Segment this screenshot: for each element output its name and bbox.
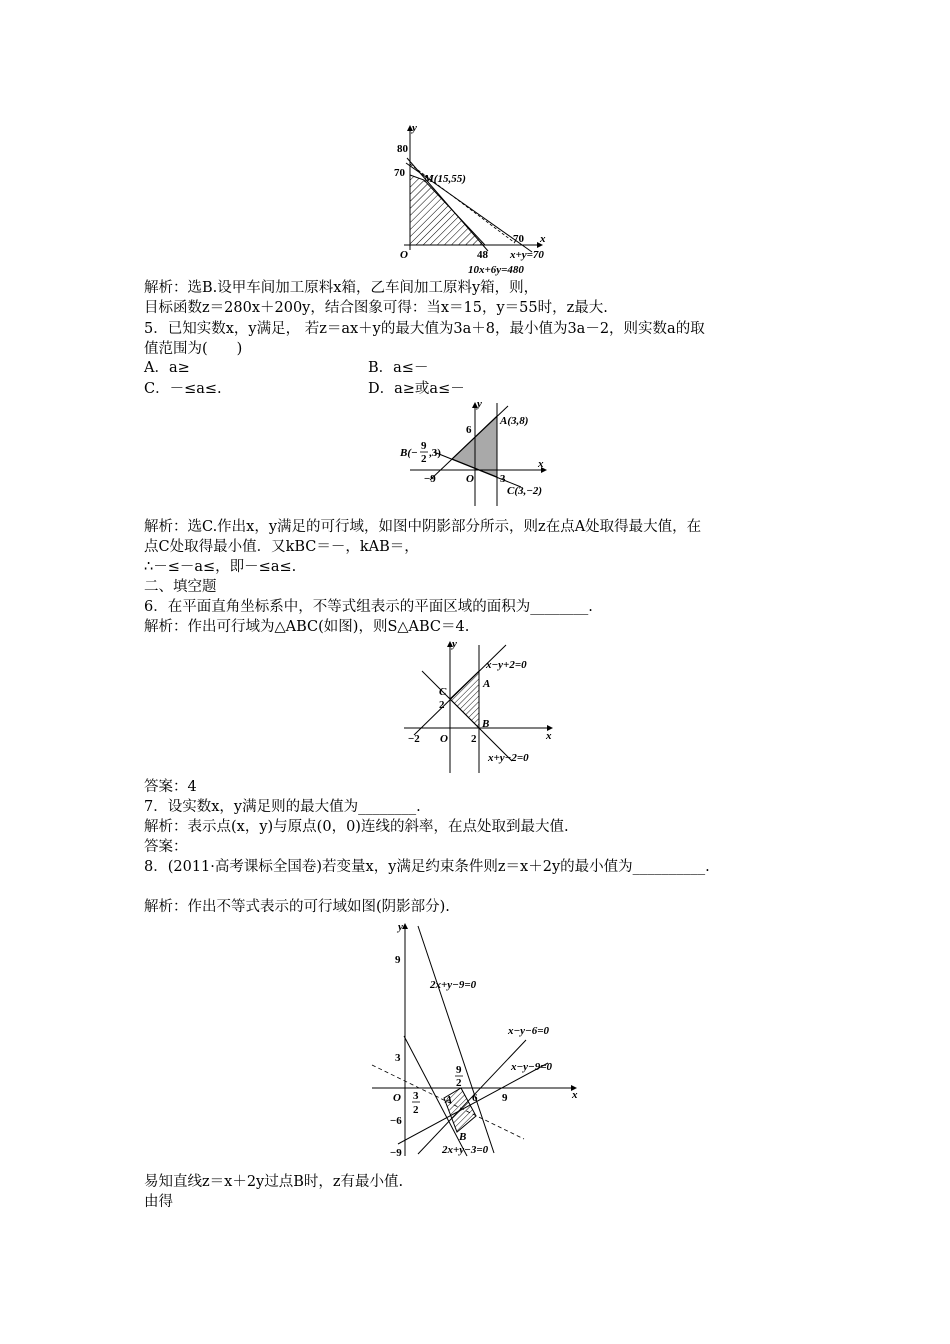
text-line-9: 6．在平面直角坐标系中，不等式组表示的平面区域的面积为________.	[144, 599, 593, 615]
text-line-4: 值范围为( )	[144, 341, 243, 357]
origin-label: O	[466, 473, 474, 485]
text-line-1: 解析：选B.设甲车间加工原料x箱，乙车间加工原料y箱，则，	[144, 280, 539, 296]
tick-9-2-num: 9	[456, 1064, 462, 1076]
text-line-3: 5．已知实数x，y满足， 若z＝ax＋y的最大值为3a＋8，最小值为3a－2，则实数a的取	[144, 321, 705, 337]
tick-neg2: −2	[408, 733, 420, 745]
tick-2-y: 2	[439, 699, 445, 711]
tick-6: 6	[472, 1092, 478, 1104]
figure-production-region	[380, 118, 570, 280]
tick-3-2-den: 2	[413, 1104, 419, 1116]
tick-2-x: 2	[471, 733, 477, 745]
point-B-label: B	[459, 1131, 467, 1143]
tick-3-y: 3	[395, 1052, 401, 1064]
option-d: D．a≥或a≤－	[368, 381, 465, 397]
y-axis-label: y	[398, 921, 403, 933]
point-A-label: A(3,8)	[500, 415, 529, 427]
line-label-x-y-9: x−y−9=0	[511, 1061, 552, 1073]
answer-6: 答案：4	[144, 779, 197, 795]
line-label-x-y-6: x−y−6=0	[508, 1025, 549, 1037]
point-M-label: M(15,55)	[424, 173, 466, 185]
point-B-label: B(−	[400, 447, 418, 459]
line-label-x-minus-y: x−y+2=0	[486, 659, 527, 671]
line-label-10x-6y: 10x+6y=480	[468, 264, 524, 276]
point-A-label: A	[445, 1094, 453, 1106]
tick-9-y: 9	[395, 954, 401, 966]
point-B-label: B	[482, 718, 490, 730]
tick-6: 6	[466, 424, 472, 436]
option-a: A．a≥	[144, 360, 190, 376]
feasible-region	[450, 671, 479, 728]
text-line-7: ∴－≤－a≤，即－≤a≤.	[144, 559, 297, 575]
text-line-10: 解析：作出可行域为△ABC(如图)，则S△ABC＝4.	[144, 619, 470, 635]
tick-3-2-num: 3	[413, 1090, 419, 1102]
text-line-13: 解析：表示点(x，y)与原点(0，0)连线的斜率，在点处取到最大值.	[144, 819, 569, 835]
text-line-15: 8．(2011·高考课标全国卷)若变量x，y满足约束条件则z＝x＋2y的最小值为__________.	[144, 859, 710, 875]
tick-70-x: 70	[513, 233, 524, 245]
x-axis-label: x	[538, 458, 544, 470]
tick-9-2-den: 2	[456, 1077, 462, 1089]
point-A-label: A	[483, 678, 491, 690]
tick-48: 48	[477, 249, 488, 261]
x-axis-label: x	[540, 233, 546, 245]
point-C-label: C(3,−2)	[507, 485, 543, 497]
figure-triangle-abc-q5	[396, 398, 556, 513]
text-line-6: 点C处取得最小值．又kBC＝－，kAB＝，	[144, 539, 419, 555]
figure-region-q8	[364, 918, 584, 1163]
origin-label: O	[400, 249, 408, 261]
point-B-suffix: ,3)	[429, 447, 441, 459]
answer-7: 答案：	[144, 839, 188, 855]
tick-80: 80	[397, 143, 408, 155]
tick-neg9: −9	[390, 1147, 402, 1159]
text-line-18: 由得	[144, 1194, 173, 1210]
point-B-frac-den: 2	[421, 453, 427, 465]
line-label-x-plus-y: x+y−2=0	[488, 752, 529, 764]
line-label-x-plus-y: x+y=70	[510, 249, 544, 261]
text-line-17: 易知直线z＝x＋2y过点B时，z有最小值.	[144, 1174, 404, 1190]
origin-label: O	[393, 1092, 401, 1104]
tick-neg6: −6	[390, 1115, 402, 1127]
tick-9-x: 9	[502, 1092, 508, 1104]
text-line-16: 解析：作出不等式表示的可行域如图(阴影部分).	[144, 899, 450, 915]
option-c: C．－≤a≤.	[144, 381, 222, 397]
x-axis-label: x	[572, 1089, 578, 1101]
x-axis-label: x	[546, 730, 552, 742]
tick-neg9: −9	[424, 473, 436, 485]
point-C-label: C	[439, 686, 447, 698]
y-axis-label: y	[412, 122, 417, 134]
point-B-frac-num: 9	[421, 440, 427, 452]
origin-label: O	[440, 733, 448, 745]
text-line-2: 目标函数z＝280x＋200y，结合图象可得：当x＝15，y＝55时，z最大.	[144, 300, 608, 316]
y-axis-label: y	[452, 638, 457, 650]
text-line-5: 解析：选C.作出x，y满足的可行域，如图中阴影部分所示，则z在点A处取得最大值，在	[144, 519, 702, 535]
tick-3: 3	[500, 473, 506, 485]
y-axis-label: y	[477, 398, 482, 410]
text-line-12: 7．设实数x，y满足则的最大值为________.	[144, 799, 421, 815]
line-label-2x-y-3: 2x+y−3=0	[442, 1144, 489, 1156]
figure-triangle-abc-q6	[396, 637, 566, 777]
section-heading: 二、填空题	[144, 579, 217, 595]
tick-70: 70	[394, 167, 405, 179]
option-b: B．a≤－	[368, 360, 429, 376]
line-label-2x-y-9: 2x+y−9=0	[430, 979, 477, 991]
